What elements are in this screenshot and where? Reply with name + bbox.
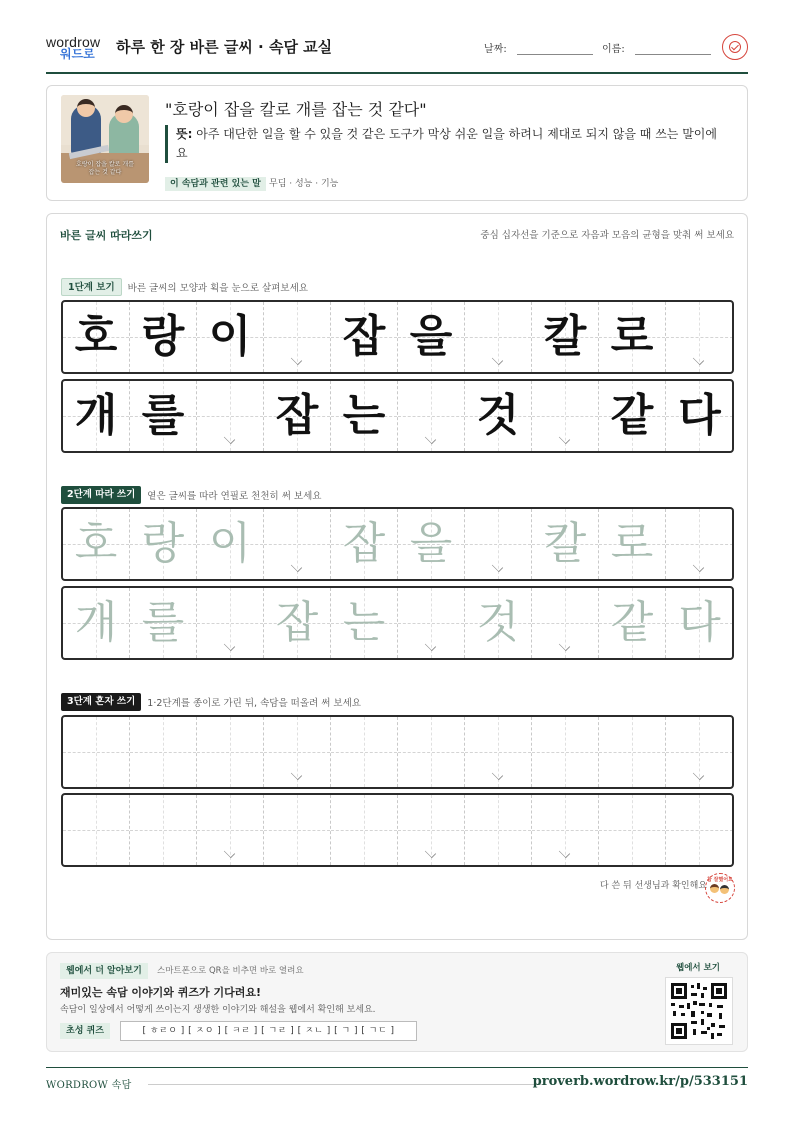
- grid-character: 개: [74, 597, 118, 648]
- grid-cell[interactable]: [63, 509, 130, 579]
- grid-character: 는: [342, 597, 386, 648]
- grid-character: 같: [610, 597, 654, 648]
- practice-hint: 중심 십자선을 기준으로 자음과 모음의 균형을 맞춰 써 보세요: [480, 230, 734, 241]
- after-note: 다 쓴 뒤 선생님과 확인해요: [599, 881, 707, 891]
- grid-cell[interactable]: [264, 795, 331, 865]
- grid-cell[interactable]: [130, 795, 197, 865]
- grid-character: 것: [476, 390, 520, 441]
- date-field[interactable]: [484, 40, 593, 55]
- grid-cell: [398, 302, 465, 372]
- space-mark-icon: [425, 433, 436, 444]
- grid-cell: [465, 302, 532, 372]
- grid-character: 로: [610, 311, 654, 362]
- meaning-label: 뜻:: [176, 127, 193, 141]
- space-mark-icon: [492, 561, 503, 572]
- grid-cell[interactable]: [197, 509, 264, 579]
- practice-panel: [46, 213, 748, 940]
- proverb-title: "호랑이 잡을 칼로 개를 잡는 것 같다": [165, 100, 427, 119]
- qr-label: 웹에서 보기: [675, 963, 720, 973]
- space-mark-icon: [291, 354, 302, 365]
- view-row-1: [61, 300, 734, 374]
- grid-character: 호: [74, 311, 118, 362]
- grid-cell[interactable]: [599, 717, 666, 787]
- page-header: [46, 30, 748, 74]
- space-mark-icon: [291, 769, 302, 780]
- qr-code-graphic: [671, 983, 727, 1039]
- grid-cell[interactable]: [130, 509, 197, 579]
- grid-cell: [331, 302, 398, 372]
- space-mark-icon: [693, 561, 704, 572]
- grid-character: 호: [74, 518, 118, 569]
- step-3-badge: 3단계 혼자 쓰기: [61, 693, 141, 711]
- related-words: 무딤 · 성능 · 기능: [269, 179, 339, 189]
- grid-cell[interactable]: [197, 795, 264, 865]
- web-sub: 속담이 일상에서 어떻게 쓰이는지 생생한 이야기와 해설을 웹에서 확인해 보세요.: [60, 1005, 376, 1015]
- web-tag: 웹에서 더 알아보기: [60, 963, 148, 979]
- space-mark-icon: [559, 640, 570, 651]
- grid-cell: [398, 381, 465, 451]
- grid-character: 을: [409, 518, 453, 569]
- footer-url[interactable]: proverb.wordrow.kr/p/533151: [532, 1074, 748, 1089]
- space-mark-icon: [224, 433, 235, 444]
- grid-cell[interactable]: [331, 509, 398, 579]
- grid-cell: [63, 302, 130, 372]
- grid-character: 이: [208, 518, 252, 569]
- date-line[interactable]: [517, 54, 593, 55]
- grid-cell[interactable]: [465, 795, 532, 865]
- grid-cell: [666, 302, 733, 372]
- view-row-2: [61, 379, 734, 453]
- trace-row-2[interactable]: [61, 586, 734, 660]
- grid-cell[interactable]: [63, 588, 130, 658]
- grid-cell[interactable]: [666, 588, 733, 658]
- step-2-desc: 옅은 글씨를 따라 연필로 천천히 써 보세요: [147, 490, 322, 502]
- grid-cell: [130, 381, 197, 451]
- space-mark-icon: [492, 354, 503, 365]
- logo-latin: wordrow: [46, 34, 101, 50]
- grid-cell[interactable]: [130, 588, 197, 658]
- grid-character: 를: [141, 597, 185, 648]
- grid-cell: [130, 302, 197, 372]
- grid-cell[interactable]: [532, 795, 599, 865]
- grid-cell: [599, 381, 666, 451]
- grid-character: 는: [342, 390, 386, 441]
- meaning-text: 아주 대단한 일을 할 수 있을 것 같은 도구가 막상 쉬운 일을 하려니 제대로 되지 않을 때 쓰는 말이에요: [176, 127, 717, 160]
- footer-brand: WORDROW 속담: [46, 1080, 132, 1091]
- grid-cell[interactable]: [599, 795, 666, 865]
- space-mark-icon: [693, 769, 704, 780]
- quiz-label: 초성 퀴즈: [60, 1023, 110, 1039]
- grid-cell[interactable]: [465, 509, 532, 579]
- page-title: 하루 한 장 바른 글씨 · 속담 교실: [116, 38, 333, 56]
- qr-code-icon[interactable]: [665, 977, 733, 1045]
- grid-character: 잡: [342, 518, 386, 569]
- teacher-badge-text: 참 잘했어요: [707, 877, 733, 883]
- grid-character: 다: [678, 390, 721, 441]
- step-2-header: [61, 484, 321, 503]
- proverb-illustration: [61, 95, 149, 183]
- grid-cell[interactable]: [331, 588, 398, 658]
- grid-cell[interactable]: [666, 509, 733, 579]
- grid-character: 칼: [543, 311, 587, 362]
- grid-cell: [63, 381, 130, 451]
- proverb-card: [46, 85, 748, 201]
- space-mark-icon: [224, 847, 235, 858]
- grid-character: 같: [610, 390, 654, 441]
- grid-cell[interactable]: [666, 717, 733, 787]
- practice-title: 바른 글씨 따라쓰기: [60, 229, 153, 242]
- grid-character: 이: [208, 311, 252, 362]
- grid-cell: [264, 302, 331, 372]
- grid-character: 잡: [275, 597, 319, 648]
- logo-korean: 워드로: [60, 47, 95, 61]
- space-mark-icon: [559, 433, 570, 444]
- grid-cell[interactable]: [130, 717, 197, 787]
- grid-cell[interactable]: [264, 588, 331, 658]
- web-tag-desc: 스마트폰으로 QR을 비추면 바로 열려요: [157, 966, 304, 976]
- grid-character: 다: [678, 597, 721, 648]
- trace-row-1[interactable]: [61, 507, 734, 581]
- step-3-desc: 1·2단계를 종이로 가린 뒤, 속담을 떠올려 써 보세요: [147, 697, 361, 709]
- grid-cell[interactable]: [331, 717, 398, 787]
- grid-character: 것: [476, 597, 520, 648]
- grid-cell[interactable]: [532, 717, 599, 787]
- grid-character: 를: [141, 390, 185, 441]
- grid-cell: [599, 302, 666, 372]
- grid-cell: [197, 302, 264, 372]
- web-panel: [46, 952, 748, 1052]
- grid-character: 랑: [141, 518, 185, 569]
- grid-cell[interactable]: [197, 588, 264, 658]
- space-mark-icon: [693, 354, 704, 365]
- space-mark-icon: [224, 640, 235, 651]
- grid-cell[interactable]: [599, 509, 666, 579]
- grid-cell: [465, 381, 532, 451]
- grid-character: 잡: [275, 390, 319, 441]
- teacher-badge-icon: [705, 873, 735, 903]
- grid-cell: [264, 381, 331, 451]
- grid-character: 랑: [141, 311, 185, 362]
- grid-cell: [197, 381, 264, 451]
- grid-character: 잡: [342, 311, 386, 362]
- grid-cell[interactable]: [398, 795, 465, 865]
- grid-cell[interactable]: [63, 717, 130, 787]
- free-row-1[interactable]: [61, 715, 734, 789]
- illustration-caption: 호랑이 잡을 칼로 개를 잡는 것 같다: [76, 161, 134, 176]
- grid-cell[interactable]: [666, 795, 733, 865]
- space-mark-icon: [492, 769, 503, 780]
- grid-character: 칼: [543, 518, 587, 569]
- name-line[interactable]: [635, 54, 711, 55]
- grid-cell[interactable]: [465, 588, 532, 658]
- related-label: 이 속담과 관련 있는 말: [165, 177, 266, 191]
- step-1-desc: 바른 글씨의 모양과 획을 눈으로 살펴보세요: [127, 282, 308, 294]
- free-row-2[interactable]: [61, 793, 734, 867]
- grid-cell[interactable]: [532, 509, 599, 579]
- grid-cell[interactable]: [465, 717, 532, 787]
- footer-rule: [148, 1084, 544, 1085]
- grid-cell[interactable]: [398, 588, 465, 658]
- proverb-meaning: [165, 125, 725, 163]
- page-footer: [46, 1067, 748, 1097]
- grid-character: 개: [74, 390, 118, 441]
- grid-cell[interactable]: [264, 717, 331, 787]
- space-mark-icon: [291, 561, 302, 572]
- grid-cell: [666, 381, 733, 451]
- grid-cell[interactable]: [63, 795, 130, 865]
- grid-cell[interactable]: [331, 795, 398, 865]
- grid-cell[interactable]: [398, 509, 465, 579]
- grid-cell[interactable]: [264, 509, 331, 579]
- grid-cell[interactable]: [532, 588, 599, 658]
- web-headline: 재미있는 속담 이야기와 퀴즈가 기다려요!: [60, 986, 261, 999]
- grid-character: 로: [610, 518, 654, 569]
- step-2-badge: 2단계 따라 쓰기: [61, 486, 141, 504]
- grid-cell: [532, 381, 599, 451]
- step-1-header: [61, 276, 308, 295]
- check-stamp-icon: [722, 34, 748, 60]
- space-mark-icon: [425, 640, 436, 651]
- grid-cell[interactable]: [197, 717, 264, 787]
- grid-cell[interactable]: [398, 717, 465, 787]
- step-3-header: [61, 691, 361, 710]
- step-1-badge: 1단계 보기: [61, 278, 122, 296]
- quiz-box: [ ㅎㄹㅇ ] [ ㅈㅇ ] [ ㅋㄹ ] [ ㄱㄹ ] [ ㅈㄴ ] [ ㄱ ] [ ㄱㄷ ]: [120, 1021, 417, 1041]
- space-mark-icon: [559, 847, 570, 858]
- date-label: 날짜:: [484, 44, 507, 55]
- grid-cell[interactable]: [599, 588, 666, 658]
- grid-cell: [331, 381, 398, 451]
- wordrow-logo: [46, 34, 106, 64]
- grid-cell: [532, 302, 599, 372]
- grid-character: 을: [409, 311, 453, 362]
- space-mark-icon: [425, 847, 436, 858]
- name-field[interactable]: [602, 40, 711, 55]
- name-label: 이름:: [602, 44, 625, 55]
